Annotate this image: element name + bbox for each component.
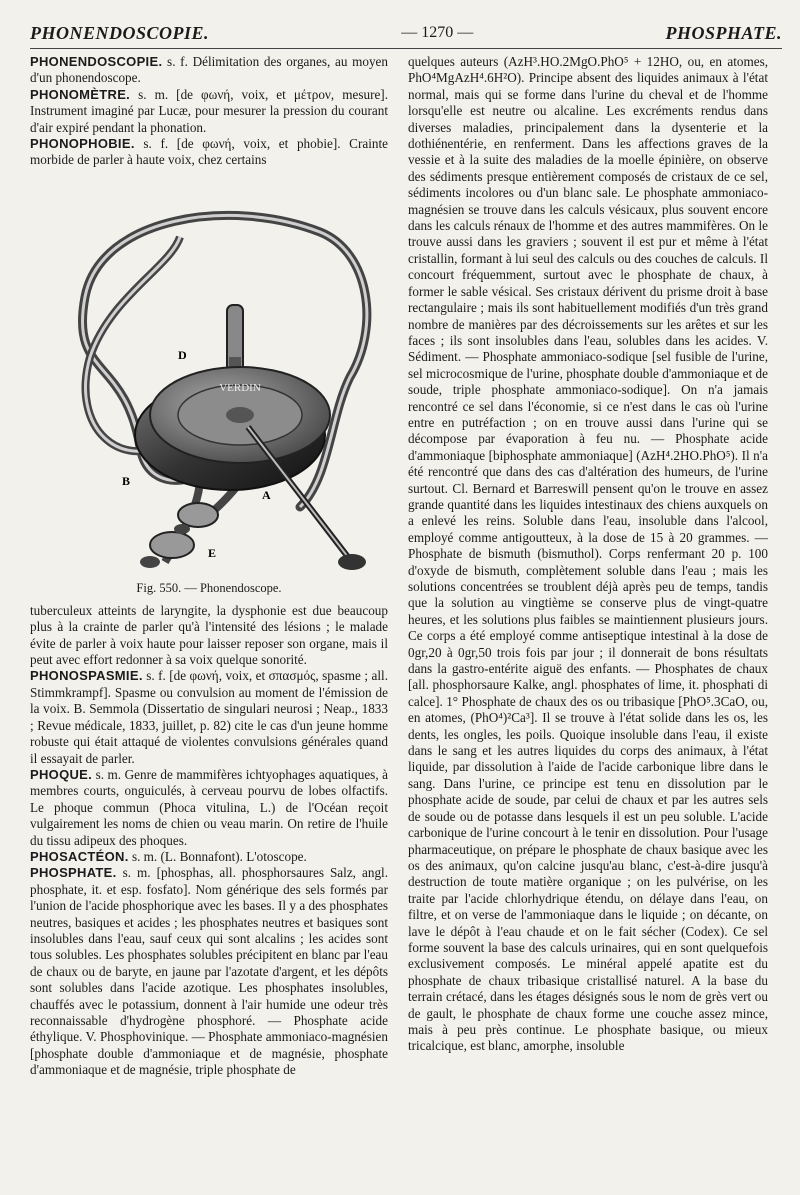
headword: PHOQUE. [30,766,93,782]
right-column [408,54,768,1187]
entry-phonendoscopie [30,54,388,87]
figure-caption: Fig. 550. — Phonendoscope. [136,581,282,596]
entry-text: s. m. (L. Bonnafont). L'otoscope. [128,848,307,864]
phonendoscope-illustration [30,177,388,572]
entry-phonophobie [30,136,388,169]
page-number: — 1270 — [401,24,474,41]
entry-phonophobie-continued: tuberculeux atteints de laryngite, la dysphonie est due beaucoup plus à la crainte de parler qu'à l'intensité des lésions ; le malade évite de parler à voix haute pour laisser reposer son organe, mais il peut avec effort redonner à sa voix quelque sonorité. [30,602,388,668]
headword: PHOSPHATE. [30,865,117,881]
entry-text: s. f. Délimitation des organes, au moyen d'un phonendoscope. [30,54,388,86]
maker-mark: VERDIN [219,381,261,394]
running-head-left: PHONENDOSCOPIE. [30,22,210,43]
entry-text: s. m. Genre de mammifères ichtyophages aquatiques, à membres courts, onguiculés, à cerveau pourvu de lobes olfactifs. Le phoque commun (Phoca vitulina, L.) de l'Océan reçoit vulgairement les noms de chien ou veau marin. On retire de l'huile du tissu adipeux des phoques. [30,766,388,848]
headword: PHONOPHOBIE. [30,136,135,152]
entry-phonometre [30,87,388,136]
entry-text: s. f. [de φωνή, voix, et σπασμός, spasme ; all. Stimmkrampf]. Spasme ou convulsion au moment de l'émission de la voix. B. Semmola (Dissertatio de singulari neurosi ; Neap., 1833 ; Revue médicale, 1833, juillet, p. 82) cite le cas d'un jeune homme robuste qui était attaqué de violentes convulsions générales quand il essayait de parler. [30,668,388,766]
headword: PHOSACTÉON. [30,848,129,864]
label-e: E [208,545,217,560]
page-header [30,18,782,48]
entry-phosphate-continued: quelques auteurs (AzH³.HO.2MgO.PhO⁵ + 12HO, ou, en atomes, PhO⁴MgAzH⁴.6H²O). Principe absent des liquides animaux à l'état normal, mais qui se forme dans l'urine du cheval et de l'homme lorsqu'elle est neutre ou alcaline. Les excréments rendus dans diverses maladies, principalement dans la dysenterie et la dothiénentérie, en renferment. Dans les affections graves de la vessie et à la suite des maladies de la moelle épinière, on observe des sédiments presque entièrement composés de cristaux de ce sel, sédiments incolores ou d'un blanc sale. Le phosphate ammoniaco-magnésien se trouve dans les calculs vésicaux, plus souvent encore dans les calculs rénaux de l'homme et des autres mammifères. On le trouve aussi dans les graviers ; souvent il est pur et même à l'état cristallin, formant à lui seul des calculs ou des couches de calculs. Il concourt fréquemment, surtout avec le phosphate de chaux, à former le sable vésical. Ses cristaux dérivent du prisme droit à base rectangulaire ; mais ils sont habituellement modifiés d'un très grand nombre de manières par des décroissements sur les arêtes et sur les faces ; ils sont insolubles dans l'eau, solubles dans les acides. V. Sédiment. — Phosphate ammoniaco-sodique [sel fusible de l'urine, sel microcosmique de l'urine, phosphate double d'ammoniaque et de soude, triple phosphate ammoniaco-sodique]. On n'a jamais rencontré ce sel dans l'économie, si ce n'est dans le cas où l'urine entre en putréfaction ; on en trouve aussi dans l'urine qui se décompose par évaporation à feu nu. — Phosphate acide d'ammoniaque [biphosphate ammoniaque] (AzH⁴.2HO.PhO⁵). Il n'a été rencontré que dans des cas d'altération des humeurs, de l'urine surtout. Cl. Bernard et Barreswill pensent qu'on le trouve en assez grande quantité dans les liquides intestinaux des chiens auxquels on a enlevé les reins. Soluble dans l'eau, insoluble dans l'alcool, employé comme antigoutteux, à la dose de 15 à 20 grammes. — Phosphate de bismuth (bismuthol). Corps renfermant 20 p. 100 d'oxyde de bismuth, complètement soluble dans l'eau ; mais les solutions concentrées se troublent déjà après peu de temps, tandis que la solution au vingtième se conserve plus de vingt-quatre heures, et les solutions plus faibles se maintiennent plusieurs jours. Ce corps a été employé comme antiseptique intestinal à la dose de 0gr,20 à 0gr,50 trois fois par jour ; il donnerait de bons résultats dans la gastro-entérite aiguë des enfants. — Phosphates de chaux [all. phosphorsaure Kalke, angl. phosphates of lime, it. phosphati di calce]. 1° Phosphate de chaux des os ou tribasique [PhO⁵.3CaO, ou, en atomes, (PhO⁴)²Ca³]. Il se trouve à l'état solide dans les os, les dents, les ongles, les poils. Quoique insoluble dans l'eau, il existe dans le sang et les autres liquides du corps des animaux, à l'état liquide, par dissolution à l'aide de l'acide carbonique libre dans le sang. Dans l'urine, ce principe est tenu en dissolution par le phosphate acide de soude, par celui de chaux et par les autres sels de soude ou de potasse dans lesquels il est un peu soluble. L'acide carbonique de l'urine concourt à le tenir en dissolution. Pour l'usage pharmaceutique, on prépare le phosphate de chaux basique avec les os des animaux, qu'on calcine jusqu'au blanc, c'est-à-dire jusqu'à destruction de toute matière organique ; on les pulvérise, on les traite par l'acide chlorhydrique étendu, on délaye dans l'eau, on filtre, et on verse de l'ammoniaque dans le liquide ; on décante, on lave le dépôt à l'eau chaude et on le fait sécher (Codex). Ce sel forme souvent la base des calculs urinaires, qui en sont quelquefois exclusivement composés. Le minéral appelé apatite est du phosphate de chaux tribasique cristallisé naturel. A la base du terrain crétacé, dans les étages désignés sous le nom de grès vert ou de gault, le phosphate de chaux forme une couche assez mince, mais à peu près continue. Le phosphate basique, ou mieux tricalcique, est blanc, amorphe, insoluble [408,54,768,1054]
entry-phosphate [30,865,388,1078]
entry-phonospasmie [30,668,388,766]
headword: PHONOMÈTRE. [30,86,131,102]
headword: PHONOSPASMIE. [30,668,143,684]
label-d: D [178,347,187,362]
entry-text: s. m. [phosphas, all. phosphorsaures Salz, angl. phosphate, it. et esp. fosfato]. Nom générique des sels formés par l'union de l'acide phosphorique avec les bases. Il y a des phosphates neutres, basiques et acides ; les phosphates neutres et basiques sont insolubles dans l'eau, sauf ceux qui sont alcalins ; les acides sont tous solubles. Les phosphates solubles précipitent en blanc par l'eau de chaux ou de baryte, en jaune par l'azotate d'argent, et les dépôts sont solubles dans l'acide azotique. Les phosphates insolubles, chauffés avec le potassium, donnent à l'air humide une odeur très reconnaissable d'hydrogène phosphoré. — Phosphate acide éthylique. V. Phosphovinique. — Phosphate ammoniaco-magnésien [phosphate double d'ammoniaque et de magnésie, phosphate d'ammoniaque et de magnésie, triple phosphate de [30,865,388,1078]
entry-text: s. f. [de φωνή, voix, et phobie]. Crainte morbide de parler à haute voix, chez certains [30,136,388,168]
entry-phosacteon [30,849,388,865]
headword: PHONENDOSCOPIE. [30,54,163,69]
figure-phonendoscope [30,177,388,597]
running-head-right: PHOSPHATE. [665,22,782,43]
entry-phoque [30,767,388,849]
entry-text: s. m. [de φωνή, voix, et μέτρον, mesure]. Instrument imaginé par Lucæ, pour mesurer la pression du courant d'air expiré pendant la phonation. [30,86,388,135]
label-b: B [122,473,131,488]
header-rule [30,48,782,49]
left-column [30,54,388,1187]
label-a: A [262,487,271,502]
